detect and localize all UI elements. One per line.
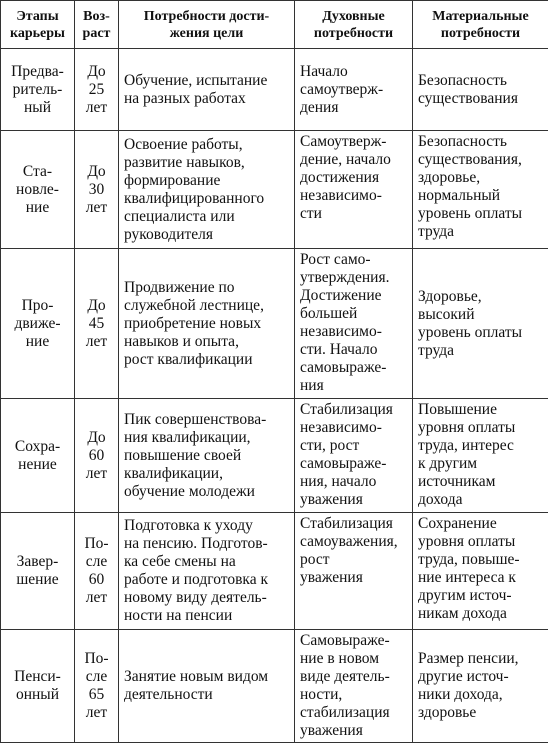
goal-needs-cell: Освоение работы, развитие навыков, формирование квалифицированного специалиста или руководителя xyxy=(119,131,295,249)
stage-cell: Ста- новле- ние xyxy=(1,131,75,249)
header-row xyxy=(1,1,548,49)
stage-cell: Про- движе- ние xyxy=(1,249,75,399)
spiritual-needs-cell: Рост само- утверждения. Достижение большей независимо- сти. Начало самовыраже- ния xyxy=(295,249,413,399)
material-needs-cell: Размер пенсии, другие источ- ники дохода, здоровье xyxy=(413,630,548,743)
spiritual-needs-cell: Стабилизация самоуважения, рост уважения xyxy=(295,513,413,630)
spiritual-needs-cell: Стабилизация независимо- сти, рост самовыраже- ния, начало уважения xyxy=(295,399,413,513)
header-goal-needs: Потребности дости- жения цели xyxy=(119,1,295,49)
table-row xyxy=(1,399,548,513)
age-cell: До 30 лет xyxy=(75,131,119,249)
age-cell: По- сле 60 лет xyxy=(75,513,119,630)
material-needs-cell: Сохранение уровня оплаты труда, повыше- ние интереса к другим источ- никам дохода xyxy=(413,513,548,630)
material-needs-cell: Повышение уровня оплаты труда, интерес к другим источникам дохода xyxy=(413,399,548,513)
stage-cell: Пенси- онный xyxy=(1,630,75,743)
table-row xyxy=(1,131,548,249)
age-cell: По- сле 65 лет xyxy=(75,630,119,743)
material-needs-cell: Здоровье, высокий уровень оплаты труда xyxy=(413,249,548,399)
material-needs-cell: Безопасность существования xyxy=(413,49,548,131)
stage-cell: Сохра- нение xyxy=(1,399,75,513)
table-row xyxy=(1,513,548,630)
age-cell: До 60 лет xyxy=(75,399,119,513)
header-spiritual-needs: Духовные потребности xyxy=(295,1,413,49)
spiritual-needs-cell: Начало самоутверж- дения xyxy=(295,49,413,131)
material-needs-cell: Безопасность существования, здоровье, нормальный уровень оплаты труда xyxy=(413,131,548,249)
header-age: Воз- раст xyxy=(75,1,119,49)
goal-needs-cell: Продвижение по служебной лестнице, приобретение новых навыков и опыта, рост квалификации xyxy=(119,249,295,399)
stage-cell: Предва- ритель- ный xyxy=(1,49,75,131)
stage-cell: Завер- шение xyxy=(1,513,75,630)
header-material-needs: Материальные потребности xyxy=(413,1,548,49)
goal-needs-cell: Подготовка к уходу на пенсию. Подготов- ка себе смены на работе и подготовка к новому виду деятель- ности на пенсии xyxy=(119,513,295,630)
table-row xyxy=(1,49,548,131)
table-row xyxy=(1,630,548,743)
age-cell: До 25 лет xyxy=(75,49,119,131)
goal-needs-cell: Обучение, испытание на разных работах xyxy=(119,49,295,131)
age-cell: До 45 лет xyxy=(75,249,119,399)
goal-needs-cell: Занятие новым видом деятельности xyxy=(119,630,295,743)
table-row xyxy=(1,249,548,399)
spiritual-needs-cell: Самоутверж- дение, начало достижения независимо- сти xyxy=(295,131,413,249)
header-stage: Этапы карьеры xyxy=(1,1,75,49)
spiritual-needs-cell: Самовыраже- ние в новом виде деятель- ности, стабилизация уважения xyxy=(295,630,413,743)
goal-needs-cell: Пик совершенствова- ния квалификации, повышение своей квалификации, обучение молодежи xyxy=(119,399,295,513)
